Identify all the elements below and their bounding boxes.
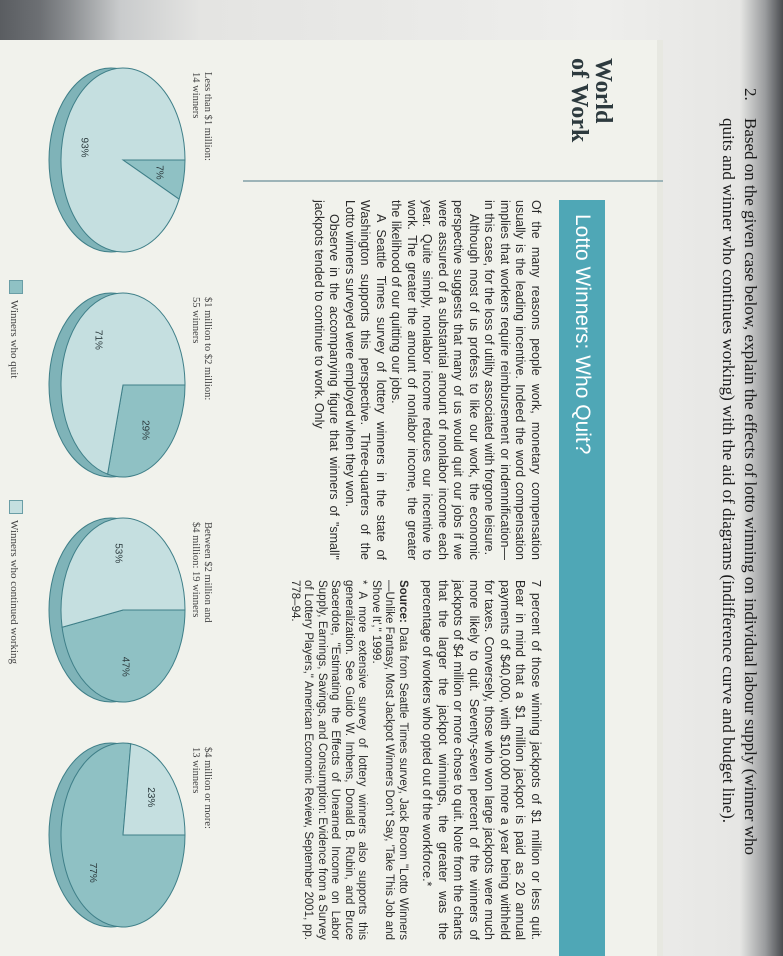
pie-svg (23, 735, 193, 935)
footnote: * A more extensive survey of lottery winners also supports this generalization. See Guido W. Imbens, Donald B. Rubin, and Bruce Sacerdote, "Estimating the Effects of Unearned Income on Labor Supply, Earnings, Savings, and Consumption: Evidence from a Survey of Lottery Players," American Economic Review, September 2001, pp. 778–94. (289, 580, 369, 940)
legend-swatch-quit (9, 280, 23, 294)
paragraph: Observe in the accompanying figure that winners of "small" jackpots tended to continue to work. Only (312, 200, 342, 560)
case-text (243, 200, 543, 940)
pie-svg (23, 60, 193, 260)
pie-slice-label: 29% (139, 420, 151, 441)
case-box (0, 40, 663, 956)
legend-label-quit: Winners who quit (8, 300, 20, 379)
pie-chart-3 (23, 510, 233, 720)
chart-title: Less than $1 million: (202, 72, 213, 161)
source-text: Data from Seattle Times survey, Jack Broom "Lotto Winners—Unlike Fantasy, Most Jackpot Winners Don't Say, 'Take This Job and Shove It'," 1999. (370, 580, 409, 941)
paragraph: Although most of us profess to like our work, the economic perspective suggests that many of us would quit our jobs if we were assured of a substantial amount of nonlabor income each year. Quite simply, nonlabor income reduces our incentive to work. The greater the amount of nonlabor income, the greater the likelihood of our quitting our jobs. (389, 200, 481, 560)
pie-slice-label: 53% (112, 543, 124, 564)
paragraph: A Seattle Times survey of lottery winners in the state of Washington supports this perspective. Three-quarters of the Lotto winners surveyed were employed when they won. (343, 200, 388, 560)
chart-subtitle: 55 winners (190, 297, 201, 344)
chart-title: Between $2 million and (202, 522, 213, 623)
pie-charts (0, 40, 233, 956)
pie-slice-label: 23% (144, 787, 156, 808)
source-label: Source: (397, 580, 409, 623)
question-text: Based on the given case below, explain the effects of lotto winning on individual labour supply (winner who quits and winner who continues working) with the aid of diagrams (indifference curve and budget line). (719, 118, 760, 855)
legend-item-worked (8, 500, 23, 664)
paragraph: 7 percent of those winning jackpots of $1 million or less quit. Bear in mind that a $1 million jackpot is paid as 20 annual payments of $40,000, with $10,000 more a year being withheld for taxes. Conversely, those who won large jackpots were much more likely to quit. Seventy-seven percent of the winners of jackpots of $4 million or more chose to quit. Note from the charts that the larger the jackpot winnings, the greater was the percentage of workers who opted out of the workforce.* (420, 580, 543, 940)
heading-line-2: of Work (566, 58, 592, 143)
legend-swatch-worked (9, 500, 23, 514)
text-column-2 (288, 580, 544, 940)
text-column-1 (311, 200, 544, 560)
chart-legend (5, 280, 23, 780)
pie-slice-label: 71% (92, 329, 104, 350)
box-divider (243, 180, 663, 182)
paragraph: Of the many reasons people work, monetary compensation usually is the leading incentive. Indeed the word compensation implies that workers require reimbursement or indemnification—in this case, for the loss of utility associated with forgone leisure. (482, 200, 543, 560)
source-note (369, 580, 410, 940)
pie-chart-2 (23, 285, 233, 495)
chart-title: $4 million or more: (202, 747, 213, 829)
legend-label-worked: Winners who continued working (8, 520, 20, 665)
case-title-banner: Lotto Winners: Who Quit? (559, 200, 605, 956)
pie-slice-label: 93% (78, 137, 90, 158)
chart-subtitle: 13 winners (190, 747, 201, 794)
heading-line-1: World (590, 58, 616, 124)
world-of-work-heading (567, 58, 615, 178)
chart-title: $1 million to $2 million: (202, 297, 213, 401)
pie-slice-label: 47% (119, 656, 131, 677)
pie-svg (23, 285, 193, 485)
legend-item-quit (8, 280, 23, 378)
chart-subtitle: $4 million: 19 winners (190, 522, 201, 618)
pie-chart-1 (23, 60, 233, 270)
question-number: 2. (741, 88, 760, 101)
pie-chart-4 (23, 735, 233, 945)
pie-slice-label: 7% (153, 165, 165, 180)
chart-subtitle: 14 winners (190, 72, 201, 119)
pie-slice-worked (61, 68, 185, 252)
pie-svg (23, 510, 193, 710)
pie-slice-label: 77% (87, 862, 99, 883)
